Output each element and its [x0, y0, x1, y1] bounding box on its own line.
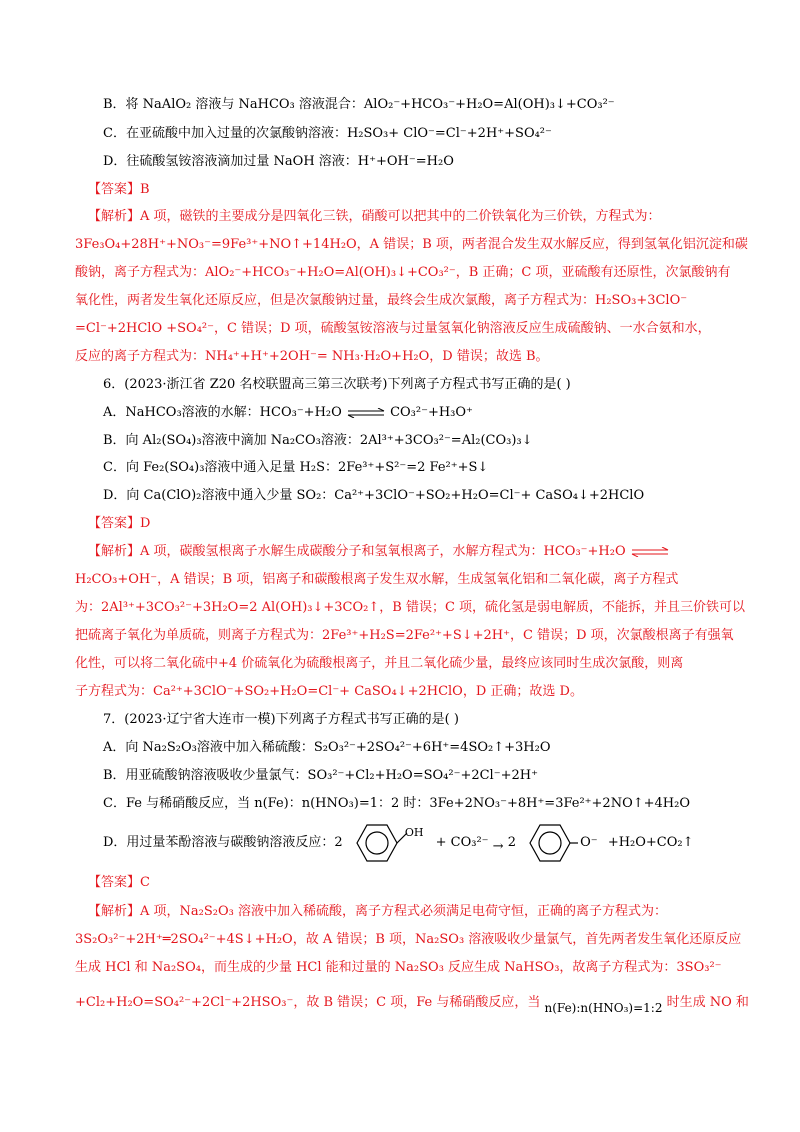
explanation-q5-line1: 【解析】A 项，磁铁的主要成分是四氧化三铁，硝酸可以把其中的二价铁氧化为三价铁，方程式为：	[88, 209, 661, 224]
explanation-q6-line2: H₂CO₃+OH⁻，A 错误；B 项，铝离子和碳酸根离子发生双水解，生成氢氧化铝和二氧化碳，离子方程式	[75, 572, 679, 587]
option-c-q5: C．在亚硫酸中加入过量的次氯酸钠溶液：H₂SO₃+ ClO⁻=Cl⁻+2H⁺+SO₄²⁻	[103, 126, 552, 141]
explanation-q6-line5: 化性，可以将二氧化硫中+4 价硫氧化为硫酸根离子，并且二氧化硫少量，最终应该同时生成次氯酸，则离	[75, 656, 684, 671]
answer-q6: 【答案】D	[88, 516, 151, 531]
explanation-q7-line1: 【解析】A 项，Na₂S₂O₃ 溶液中加入稀硫酸，离子方程式必须满足电荷守恒，正确的离子方程式为：	[88, 904, 667, 919]
phenol-ring-icon	[347, 819, 413, 867]
answer-q7: 【答案】C	[88, 875, 150, 890]
explanation-q7-line4-tail: 时生成 NO 和	[666, 995, 749, 1010]
answer-q5: 【答案】B	[88, 182, 150, 197]
option-c-q7: C．Fe 与稀硝酸反应，当 n(Fe)：n(HNO₃)=1：2 时：3Fe+2NO₃⁻+8H⁺=3Fe²⁺+2NO↑+4H₂O	[103, 796, 690, 811]
explanation-q6-line3: 为：2Al³⁺+3CO₃²⁻+3H₂O=2 Al(OH)₃↓+3CO₂↑，B 错误；C 项，硫化氢是弱电解质，不能拆，并且三价铁可以	[75, 600, 746, 615]
explanation-q5-line4: 氧化性，两者发生氧化还原反应，但是次氯酸钠过量，最终会生成次氯酸，离子方程式为：H₂SO₃+3ClO⁻	[75, 293, 688, 308]
explanation-q5-line5: =Cl⁻+2HClO +SO₄²⁻，C 错误；D 项，硫酸氢铵溶液与过量氢氧化钠溶液反应生成硫酸钠、一水合氨和水，	[75, 321, 711, 336]
reaction-arrow: →	[492, 839, 504, 854]
option-a-q6-right: CO₃²⁻+H₃O⁺	[390, 405, 473, 420]
explanation-q5-line3: 酸钠，离子方程式为：AlO₂⁻+HCO₃⁻+H₂O=Al(OH)₃↓+CO₃²⁻，B 正确；C 项，亚硫酸有还原性，次氯酸钠有	[75, 265, 731, 280]
option-d-q6: D．向 Ca(ClO)₂溶液中通入少量 SO₂：Ca²⁺+3ClO⁻+SO₂+H₂O=Cl⁻+ CaSO₄↓+2HClO	[103, 488, 645, 503]
option-a-q6	[103, 405, 743, 421]
equilibrium-arrow-icon	[630, 547, 670, 557]
coefficient-2: 2	[507, 835, 516, 850]
option-a-q7: A．向 Na₂S₂O₃溶液中加入稀硫酸：S₂O₃²⁻+2SO₄²⁻+6H⁺=4SO₂↑+3H₂O	[103, 740, 551, 755]
option-b-q6: B．向 Al₂(SO₄)₃溶液中滴加 Na₂CO₃溶液：2Al³⁺+3CO₃²⁻=Al₂(CO₃)₃↓	[103, 433, 533, 448]
equilibrium-arrow-icon	[346, 408, 386, 418]
carbonate-term: + CO₃²⁻	[435, 835, 489, 850]
explanation-q7-line4-text: +Cl₂+H₂O=SO₄²⁻+2Cl⁻+2HSO₃⁻，故 B 错误；C 项，Fe 与稀硝酸反应，当	[75, 995, 541, 1010]
phenoxide-ring-icon	[520, 819, 586, 867]
option-b-q5: B．将 NaAlO₂ 溶液与 NaHCO₃ 溶液混合：AlO₂⁻+HCO₃⁻+H₂O=Al(OH)₃↓+CO₃²⁻	[103, 97, 615, 112]
explanation-q7-line2: 3S₂O₃²⁻+2H⁺═2SO₄²⁻+4S↓+H₂O，故 A 错误；B 项，Na₂SO₃ 溶液吸收少量氯气，首先两者发生氧化还原反应	[75, 932, 742, 947]
option-c-q6: C．向 Fe₂(SO₄)₃溶液中通入足量 H₂S：2Fe³⁺+S²⁻=2 Fe²⁺+S↓	[103, 460, 489, 475]
option-a-q6-left: A．NaHCO₃溶液的水解：HCO₃⁻+H₂O	[103, 405, 342, 420]
explanation-q7-line4	[75, 990, 749, 1016]
products-term: +H₂O+CO₂↑	[607, 835, 694, 850]
ratio-expression: n(Fe):n(HNO₃)=1:2	[544, 1001, 663, 1015]
explanation-q7-line3: 生成 HCl 和 Na₂SO₄，而生成的少量 HCl 能和过量的 Na₂SO₃ 反应生成 NaHSO₃，故离子方程式为：3SO₃²⁻	[75, 960, 722, 975]
explanation-q6-line6: 子方程式为：Ca²⁺+3ClO⁻+SO₂+H₂O=Cl⁻+ CaSO₄↓+2HClO，D 正确；故选 D。	[75, 684, 583, 699]
explanation-q5-line6: 反应的离子方程式为：NH₄⁺+H⁺+2OH⁻= NH₃·H₂O+H₂O，D 错误；故选 B。	[75, 349, 549, 364]
explanation-q5-line2: 3Fe₃O₄+28H⁺+NO₃⁻=9Fe³⁺+NO↑+14H₂O，A 错误；B 项，两者混合发生双水解反应，得到氢氧化铝沉淀和碳	[75, 237, 748, 252]
phenoxide-label: O⁻	[580, 835, 598, 850]
question-7-stem: 7．(2023·辽宁省大连市一模)下列离子方程式书写正确的是( )	[103, 712, 459, 727]
explanation-q6-line1-text: 【解析】A 项，碳酸氢根离子水解生成碳酸分子和氢氧根离子，水解方程式为：HCO₃⁻+H₂O	[88, 544, 626, 559]
question-6-stem: 6．(2023·浙江省 Z20 名校联盟高三第三次联考)下列离子方程式书写正确的是( )	[103, 377, 571, 392]
option-d-q5: D．往硫酸氢铵溶液滴加过量 NaOH 溶液：H⁺+OH⁻=H₂O	[103, 154, 454, 169]
option-d-q7-text: D．用过量苯酚溶液与碳酸钠溶液反应：2	[103, 835, 343, 850]
option-d-q7	[103, 818, 743, 868]
hydroxyl-label: OH	[404, 826, 424, 839]
explanation-q6-line4: 把硫离子氧化为单质硫，则离子方程式为：2Fe³⁺+H₂S=2Fe²⁺+S↓+2H⁺，C 错误；D 项，次氯酸根离子有强氧	[75, 628, 734, 643]
option-b-q7: B．用亚硫酸钠溶液吸收少量氯气：SO₃²⁻+Cl₂+H₂O=SO₄²⁻+2Cl⁻+2H⁺	[103, 768, 538, 783]
explanation-q6-line1	[88, 544, 748, 560]
